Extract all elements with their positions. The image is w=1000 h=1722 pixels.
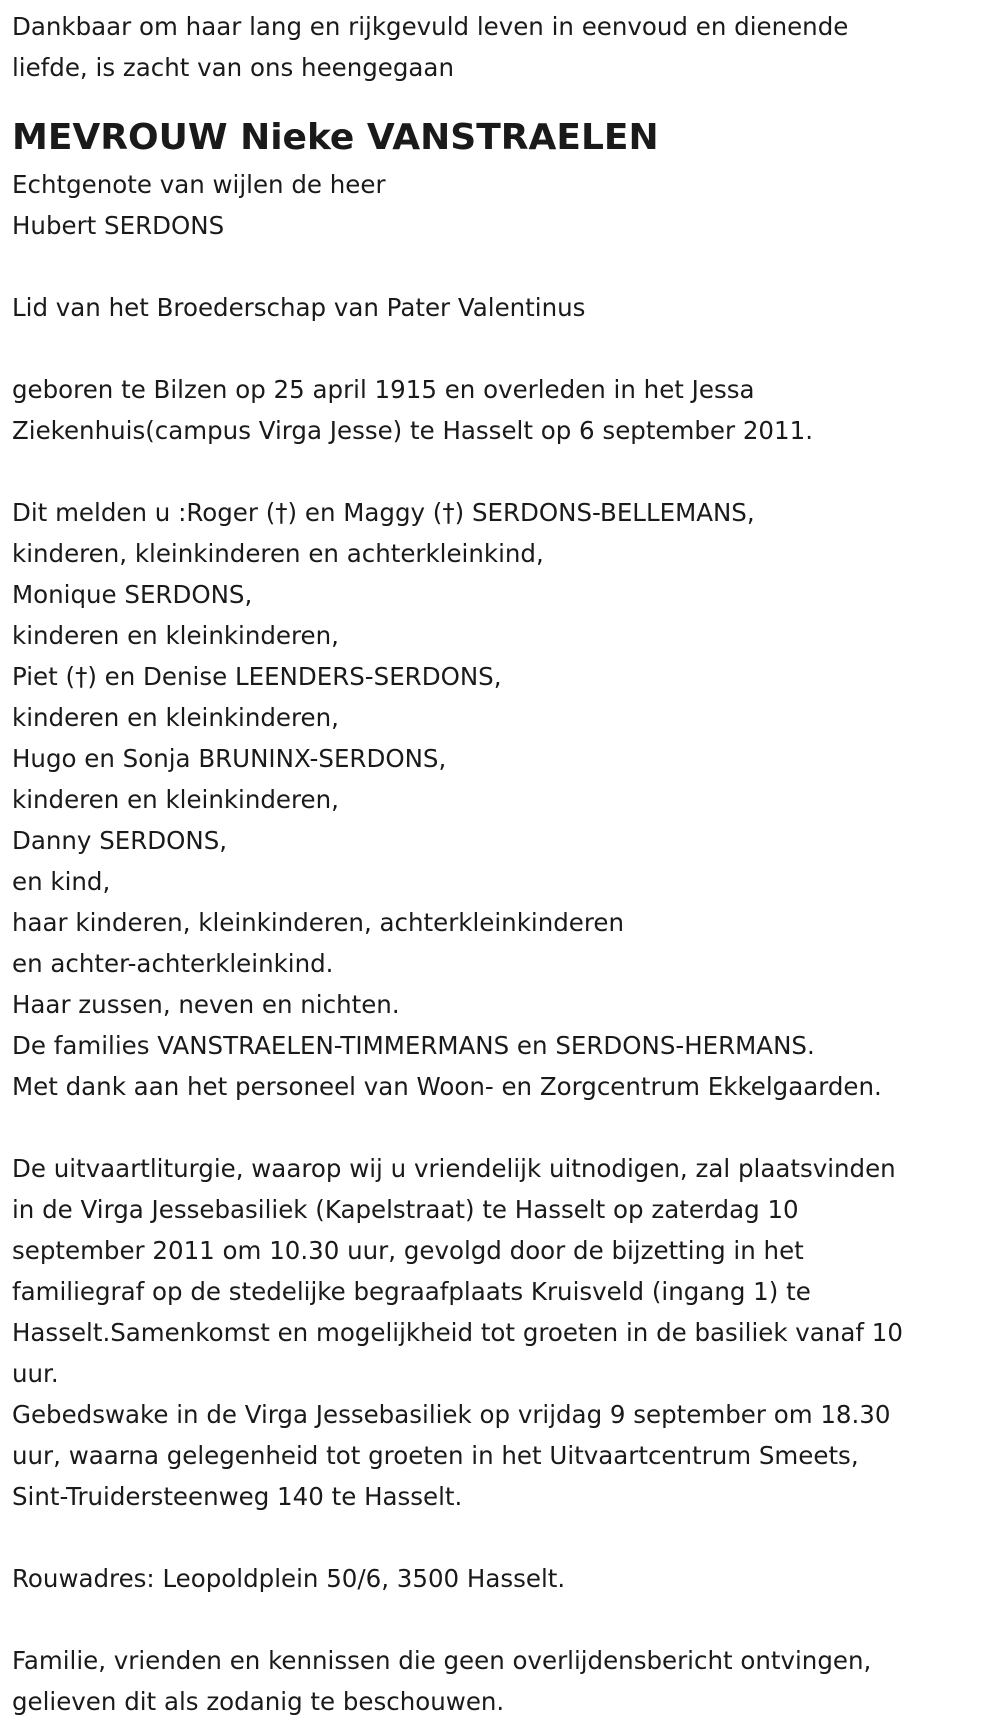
funeral-line: uur. xyxy=(12,1359,59,1388)
mourning-address: Rouwadres: Leopoldplein 50/6, 3500 Hasselt. xyxy=(12,1564,566,1593)
family-line: Monique SERDONS, xyxy=(12,580,253,609)
spacer xyxy=(12,246,988,287)
intro-line: liefde, is zacht van ons heengegaan xyxy=(12,53,454,82)
family-line: Dit melden u :Roger (†) en Maggy (†) SERDONS-BELLEMANS, xyxy=(12,498,755,527)
family-line: en kind, xyxy=(12,867,111,896)
birth-death-line: geboren te Bilzen op 25 april 1915 en overleden in het Jessa xyxy=(12,375,755,404)
intro-line: Dankbaar om haar lang en rijkgevuld leven in eenvoud en dienende xyxy=(12,12,849,41)
family-line: Danny SERDONS, xyxy=(12,826,228,855)
family-line: Haar zussen, neven en nichten. xyxy=(12,990,400,1019)
spacer xyxy=(12,1107,988,1148)
family-line: kinderen en kleinkinderen, xyxy=(12,785,339,814)
funeral-section xyxy=(12,1148,988,1517)
family-line: Piet (†) en Denise LEENDERS-SERDONS, xyxy=(12,662,502,691)
family-line: kinderen en kleinkinderen, xyxy=(12,703,339,732)
family-line: De families VANSTRAELEN-TIMMERMANS en SERDONS-HERMANS. xyxy=(12,1031,815,1060)
funeral-line: familiegraf op de stedelijke begraafplaats Kruisveld (ingang 1) te xyxy=(12,1277,811,1306)
family-line: haar kinderen, kleinkinderen, achterkleinkinderen xyxy=(12,908,624,937)
funeral-line: Hasselt.Samenkomst en mogelijkheid tot groeten in de basiliek vanaf 10 xyxy=(12,1318,903,1347)
intro-section xyxy=(12,6,988,88)
spacer xyxy=(12,451,988,492)
spouse-section xyxy=(12,164,988,246)
family-section xyxy=(12,492,988,1107)
family-line: kinderen, kleinkinderen en achterkleinkind, xyxy=(12,539,544,568)
spacer xyxy=(12,328,988,369)
birth-death-line: Ziekenhuis(campus Virga Jesse) te Hasselt op 6 september 2011. xyxy=(12,416,813,445)
family-line: Met dank aan het personeel van Woon- en Zorgcentrum Ekkelgaarden. xyxy=(12,1072,882,1101)
family-line: kinderen en kleinkinderen, xyxy=(12,621,339,650)
birth-death-section xyxy=(12,369,988,451)
membership-line: Lid van het Broederschap van Pater Valentinus xyxy=(12,293,586,322)
funeral-line: september 2011 om 10.30 uur, gevolgd door de bijzetting in het xyxy=(12,1236,804,1265)
spacer xyxy=(12,1517,988,1558)
family-line: en achter-achterkleinkind. xyxy=(12,949,334,978)
spouse-line: Hubert SERDONS xyxy=(12,211,225,240)
funeral-line: Gebedswake in de Virga Jessebasiliek op vrijdag 9 september om 18.30 xyxy=(12,1400,891,1429)
funeral-line: uur, waarna gelegenheid tot groeten in het Uitvaartcentrum Smeets, xyxy=(12,1441,859,1470)
closing-line: Familie, vrienden en kennissen die geen overlijdensbericht ontvingen, xyxy=(12,1646,872,1675)
family-line: Hugo en Sonja BRUNINX-SERDONS, xyxy=(12,744,447,773)
spacer xyxy=(12,1599,988,1640)
spouse-line: Echtgenote van wijlen de heer xyxy=(12,170,386,199)
deceased-name: MEVROUW Nieke VANSTRAELEN xyxy=(12,117,659,158)
funeral-line: Sint-Truidersteenweg 140 te Hasselt. xyxy=(12,1482,463,1511)
closing-line: gelieven dit als zodanig te beschouwen. xyxy=(12,1687,505,1716)
funeral-line: in de Virga Jessebasiliek (Kapelstraat) te Hasselt op zaterdag 10 xyxy=(12,1195,799,1224)
funeral-line: De uitvaartliturgie, waarop wij u vriendelijk uitnodigen, zal plaatsvinden xyxy=(12,1154,896,1183)
